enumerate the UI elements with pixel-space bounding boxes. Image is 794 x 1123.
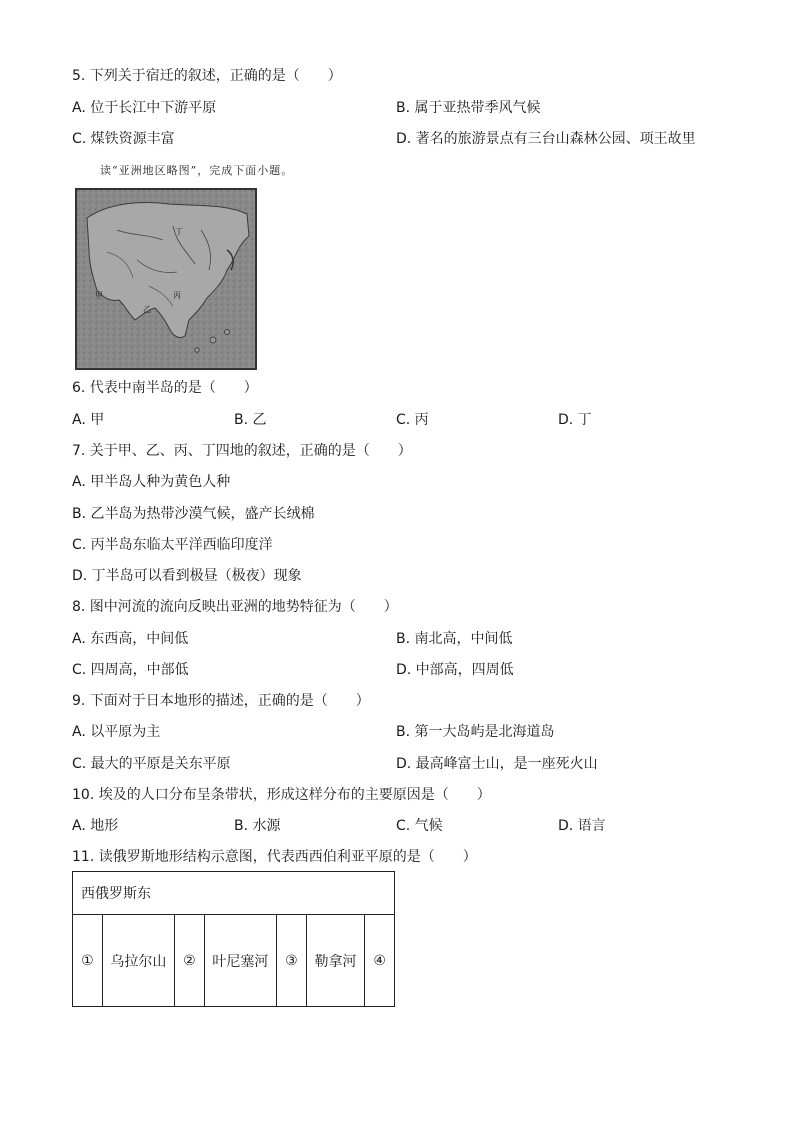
q6-option-b: B. 乙 <box>234 412 267 428</box>
q10-option-b: B. 水源 <box>234 818 281 834</box>
q9-option-c: C. 最大的平原是关东平原 <box>72 756 231 772</box>
q5-stem: 5. 下列关于宿迁的叙述，正确的是（ ） <box>72 68 342 84</box>
russia-table-header: 西俄罗斯东 <box>73 872 395 915</box>
q7-option-d: D. 丁半岛可以看到极昼（极夜）现象 <box>72 568 302 584</box>
q5-option-c: C. 煤铁资源丰富 <box>72 131 175 147</box>
map-label-jia: 甲 <box>95 291 103 300</box>
q7-option-c: C. 丙半岛东临太平洋西临印度洋 <box>72 537 273 553</box>
q7-stem: 7. 关于甲、乙、丙、丁四地的叙述，正确的是（ ） <box>72 443 412 459</box>
q9-option-d: D. 最高峰富士山，是一座死火山 <box>396 756 598 772</box>
map-label-yi: 乙 <box>143 305 151 314</box>
q8-stem: 8. 图中河流的流向反映出亚洲的地势特征为（ ） <box>72 599 398 615</box>
asia-map-image <box>75 188 257 370</box>
russia-cell-lena: 勒拿河 <box>306 915 364 1007</box>
map-label-ding: 丁 <box>175 227 183 236</box>
q6-option-c: C. 丙 <box>396 412 429 428</box>
q9-option-a: A. 以平原为主 <box>72 724 161 740</box>
q9-option-b: B. 第一大岛屿是北海道岛 <box>396 724 555 740</box>
russia-cell-4: ④ <box>365 915 395 1007</box>
q10-option-c: C. 气候 <box>396 818 443 834</box>
q8-option-b: B. 南北高，中间低 <box>396 631 513 647</box>
russia-cell-yenisei: 叶尼塞河 <box>204 915 276 1007</box>
map-read-instruction: 读“亚洲地区略图”，完成下面小题。 <box>100 164 294 177</box>
q7-option-a: A. 甲半岛人种为黄色人种 <box>72 474 231 490</box>
q11-stem: 11. 读俄罗斯地形结构示意图，代表西西伯利亚平原的是（ ） <box>72 849 477 865</box>
q6-option-d: D. 丁 <box>558 412 592 428</box>
q8-option-c: C. 四周高，中部低 <box>72 662 189 678</box>
q7-option-b: B. 乙半岛为热带沙漠气候，盛产长绒棉 <box>72 506 315 522</box>
russia-cell-3: ③ <box>277 915 307 1007</box>
asia-map-svg <box>77 190 255 368</box>
q10-stem: 10. 埃及的人口分布呈条带状，形成这样分布的主要原因是（ ） <box>72 787 491 803</box>
russia-cell-2: ② <box>175 915 205 1007</box>
russia-cell-ural: 乌拉尔山 <box>102 915 174 1007</box>
q9-stem: 9. 下面对于日本地形的描述，正确的是（ ） <box>72 693 370 709</box>
q10-option-a: A. 地形 <box>72 818 119 834</box>
russia-cell-1: ① <box>73 915 103 1007</box>
q10-option-d: D. 语言 <box>558 818 606 834</box>
q8-option-a: A. 东西高，中间低 <box>72 631 189 647</box>
q8-option-d: D. 中部高，四周低 <box>396 662 514 678</box>
q6-stem: 6. 代表中南半岛的是（ ） <box>72 380 258 396</box>
q5-option-d: D. 著名的旅游景点有三台山森林公园、项王故里 <box>396 131 696 147</box>
russia-terrain-table <box>72 871 395 1007</box>
q5-option-b: B. 属于亚热带季风气候 <box>396 100 541 116</box>
q5-option-a: A. 位于长江中下游平原 <box>72 100 217 116</box>
q6-option-a: A. 甲 <box>72 412 105 428</box>
map-label-bing: 丙 <box>173 291 181 300</box>
